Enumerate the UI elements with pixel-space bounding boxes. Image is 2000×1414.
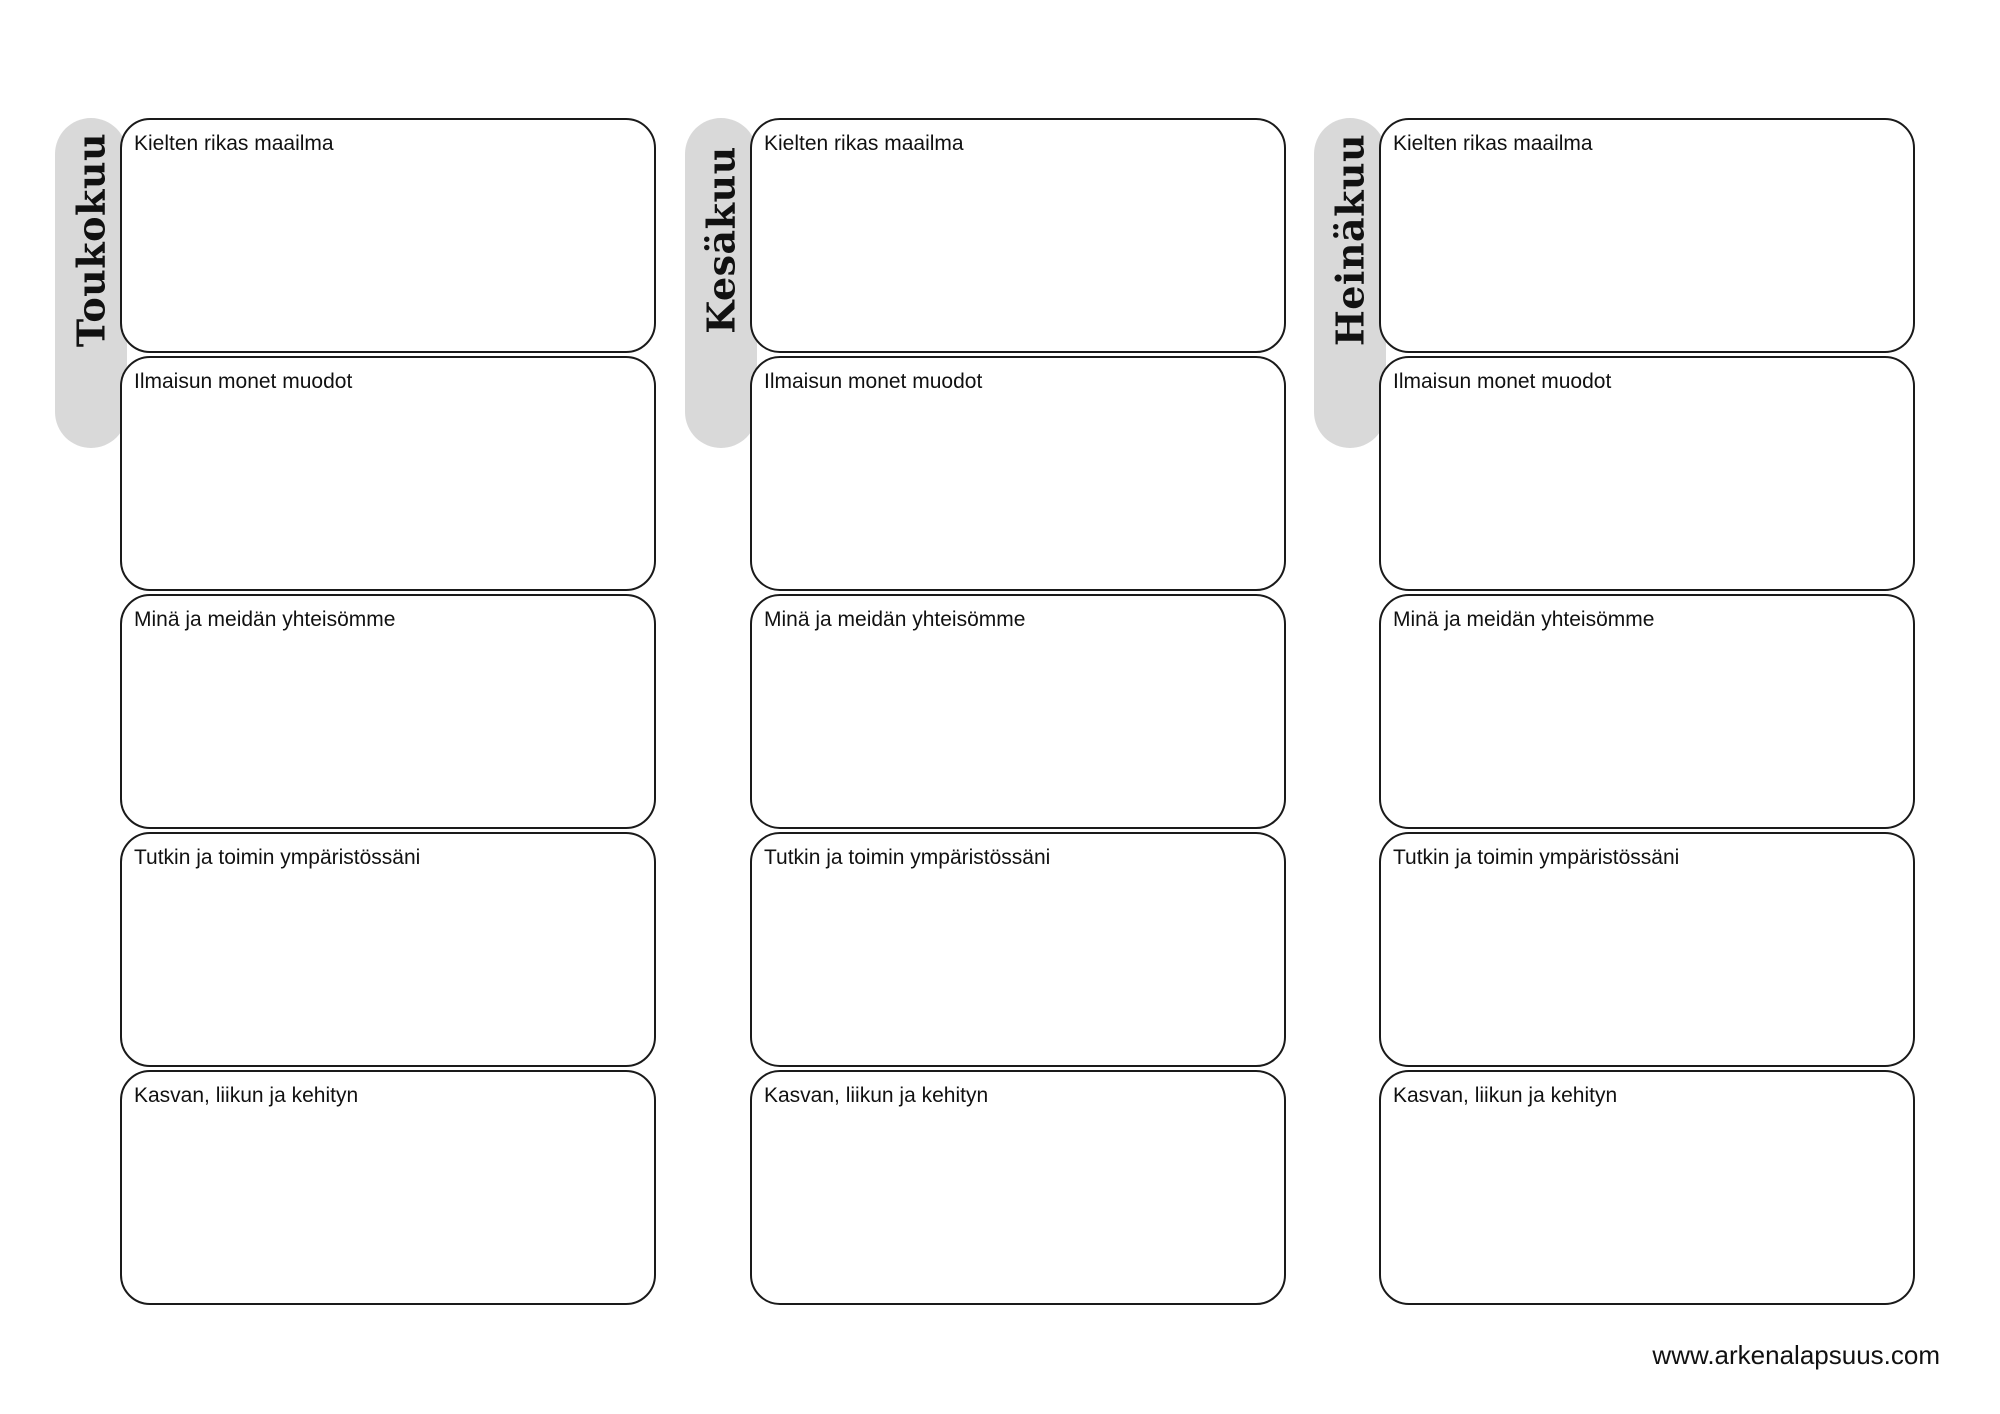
month-column-3 xyxy=(1314,118,1974,1306)
area-box-tutkin-ja-toimin[interactable] xyxy=(750,832,1286,1067)
area-label: Ilmaisun monet muodot xyxy=(134,370,353,393)
area-label: Ilmaisun monet muodot xyxy=(764,370,983,393)
area-box-mina-ja-meidan-yhteisomme[interactable] xyxy=(750,594,1286,829)
area-box-kielten-rikas-maailma[interactable] xyxy=(1379,118,1915,353)
month-column-1 xyxy=(55,118,715,1306)
area-box-mina-ja-meidan-yhteisomme[interactable] xyxy=(120,594,656,829)
month-column-2 xyxy=(685,118,1345,1306)
activity-boxes xyxy=(120,118,656,1308)
area-label: Tutkin ja toimin ympäristössäni xyxy=(1393,846,1680,869)
area-box-ilmaisun-monet-muodot[interactable] xyxy=(120,356,656,591)
area-label: Minä ja meidän yhteisömme xyxy=(134,608,396,631)
area-label: Kielten rikas maailma xyxy=(764,132,964,155)
area-box-ilmaisun-monet-muodot[interactable] xyxy=(750,356,1286,591)
area-label: Minä ja meidän yhteisömme xyxy=(764,608,1026,631)
area-box-tutkin-ja-toimin[interactable] xyxy=(1379,832,1915,1067)
area-label: Ilmaisun monet muodot xyxy=(1393,370,1612,393)
area-box-kasvan-liikun-ja-kehityn[interactable] xyxy=(120,1070,656,1305)
area-box-kasvan-liikun-ja-kehityn[interactable] xyxy=(750,1070,1286,1305)
area-label: Kielten rikas maailma xyxy=(134,132,334,155)
month-title: Heinäkuu xyxy=(1327,133,1373,347)
activity-boxes xyxy=(750,118,1286,1308)
website-url: www.arkenalapsuus.com xyxy=(1652,1340,1940,1370)
month-tab xyxy=(685,118,757,448)
area-label: Kielten rikas maailma xyxy=(1393,132,1593,155)
area-label: Kasvan, liikun ja kehityn xyxy=(134,1084,359,1107)
month-tab xyxy=(55,118,127,448)
area-box-tutkin-ja-toimin[interactable] xyxy=(120,832,656,1067)
area-box-kielten-rikas-maailma[interactable] xyxy=(120,118,656,353)
month-tab xyxy=(1314,118,1386,448)
area-box-kielten-rikas-maailma[interactable] xyxy=(750,118,1286,353)
area-label: Minä ja meidän yhteisömme xyxy=(1393,608,1655,631)
area-label: Kasvan, liikun ja kehityn xyxy=(764,1084,989,1107)
area-label: Tutkin ja toimin ympäristössäni xyxy=(764,846,1051,869)
area-box-kasvan-liikun-ja-kehityn[interactable] xyxy=(1379,1070,1915,1305)
month-title: Toukokuu xyxy=(68,132,114,348)
area-label: Kasvan, liikun ja kehityn xyxy=(1393,1084,1618,1107)
month-title: Kesäkuu xyxy=(698,146,744,334)
area-label: Tutkin ja toimin ympäristössäni xyxy=(134,846,421,869)
activity-boxes xyxy=(1379,118,1915,1308)
area-box-mina-ja-meidan-yhteisomme[interactable] xyxy=(1379,594,1915,829)
area-box-ilmaisun-monet-muodot[interactable] xyxy=(1379,356,1915,591)
